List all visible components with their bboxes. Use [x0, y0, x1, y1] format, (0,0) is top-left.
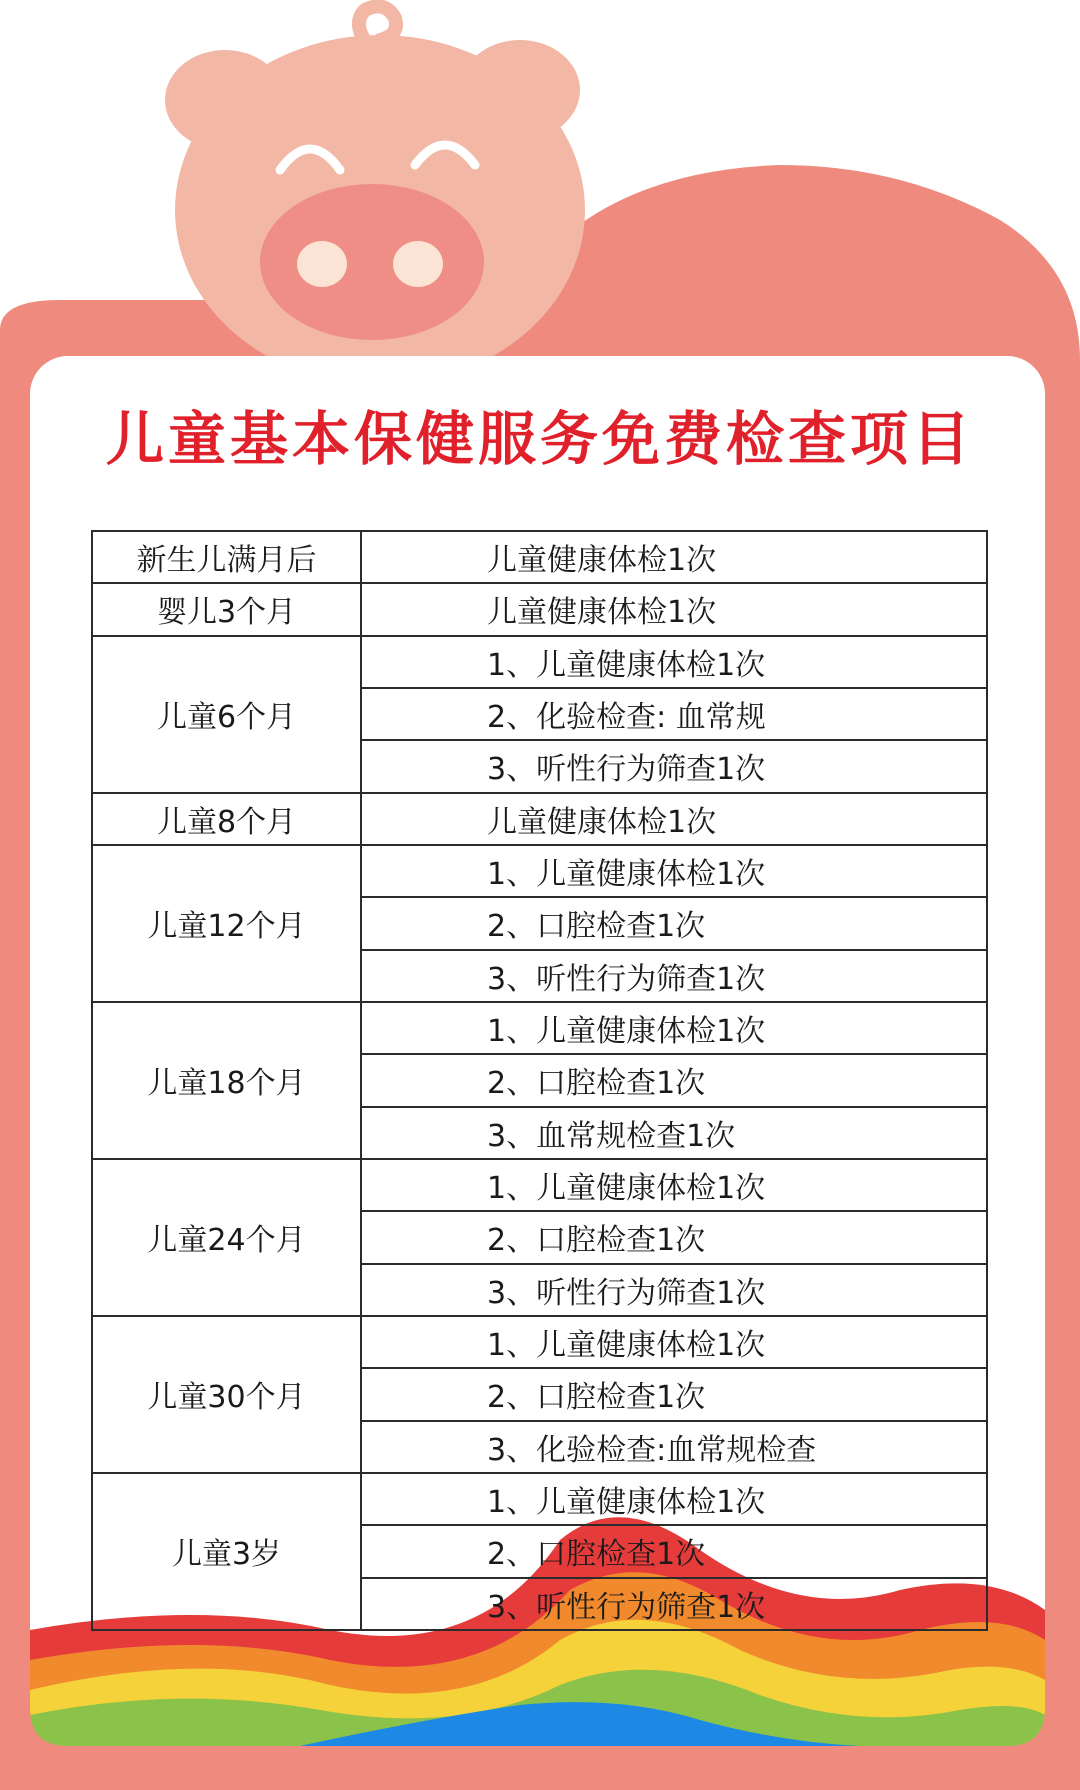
checkup-item-cell: 3、听性行为筛查1次	[361, 740, 987, 792]
age-cell: 儿童12个月	[92, 845, 361, 1002]
age-cell: 儿童24个月	[92, 1159, 361, 1316]
checkup-item-cell: 1、儿童健康体检1次	[361, 1473, 987, 1525]
checkup-item-cell: 3、化验检查:血常规检查	[361, 1421, 987, 1473]
table-row	[92, 1159, 987, 1211]
page-title: 儿童基本保健服务免费检查项目	[105, 405, 974, 473]
table-row	[92, 845, 987, 897]
checkup-schedule-table	[91, 530, 988, 1631]
table-row	[92, 636, 987, 688]
checkup-item-cell: 1、儿童健康体检1次	[361, 636, 987, 688]
checkup-item-cell: 3、听性行为筛查1次	[361, 950, 987, 1002]
checkup-item-cell: 1、儿童健康体检1次	[361, 1002, 987, 1054]
table-row	[92, 1473, 987, 1525]
checkup-item-cell: 3、听性行为筛查1次	[361, 1578, 987, 1630]
age-cell: 儿童6个月	[92, 636, 361, 793]
age-cell: 儿童30个月	[92, 1316, 361, 1473]
checkup-item-cell: 2、化验检查: 血常规	[361, 688, 987, 740]
checkup-item-cell: 1、儿童健康体检1次	[361, 1316, 987, 1368]
checkup-item-cell: 儿童健康体检1次	[361, 531, 987, 583]
checkup-item-cell: 儿童健康体检1次	[361, 793, 987, 845]
checkup-item-cell: 3、血常规检查1次	[361, 1107, 987, 1159]
checkup-item-cell: 3、听性行为筛查1次	[361, 1264, 987, 1316]
table-row	[92, 1316, 987, 1368]
checkup-item-cell: 儿童健康体检1次	[361, 583, 987, 635]
table-row	[92, 531, 987, 583]
checkup-item-cell: 2、口腔检查1次	[361, 897, 987, 949]
checkup-item-cell: 2、口腔检查1次	[361, 1368, 987, 1420]
checkup-item-cell: 2、口腔检查1次	[361, 1525, 987, 1577]
table-row	[92, 793, 987, 845]
table-row	[92, 1002, 987, 1054]
age-cell: 儿童3岁	[92, 1473, 361, 1630]
table-row	[92, 583, 987, 635]
age-cell: 儿童8个月	[92, 793, 361, 845]
age-cell: 婴儿3个月	[92, 583, 361, 635]
checkup-item-cell: 1、儿童健康体检1次	[361, 845, 987, 897]
age-cell: 新生儿满月后	[92, 531, 361, 583]
checkup-item-cell: 1、儿童健康体检1次	[361, 1159, 987, 1211]
checkup-item-cell: 2、口腔检查1次	[361, 1211, 987, 1263]
age-cell: 儿童18个月	[92, 1002, 361, 1159]
checkup-item-cell: 2、口腔检查1次	[361, 1054, 987, 1106]
